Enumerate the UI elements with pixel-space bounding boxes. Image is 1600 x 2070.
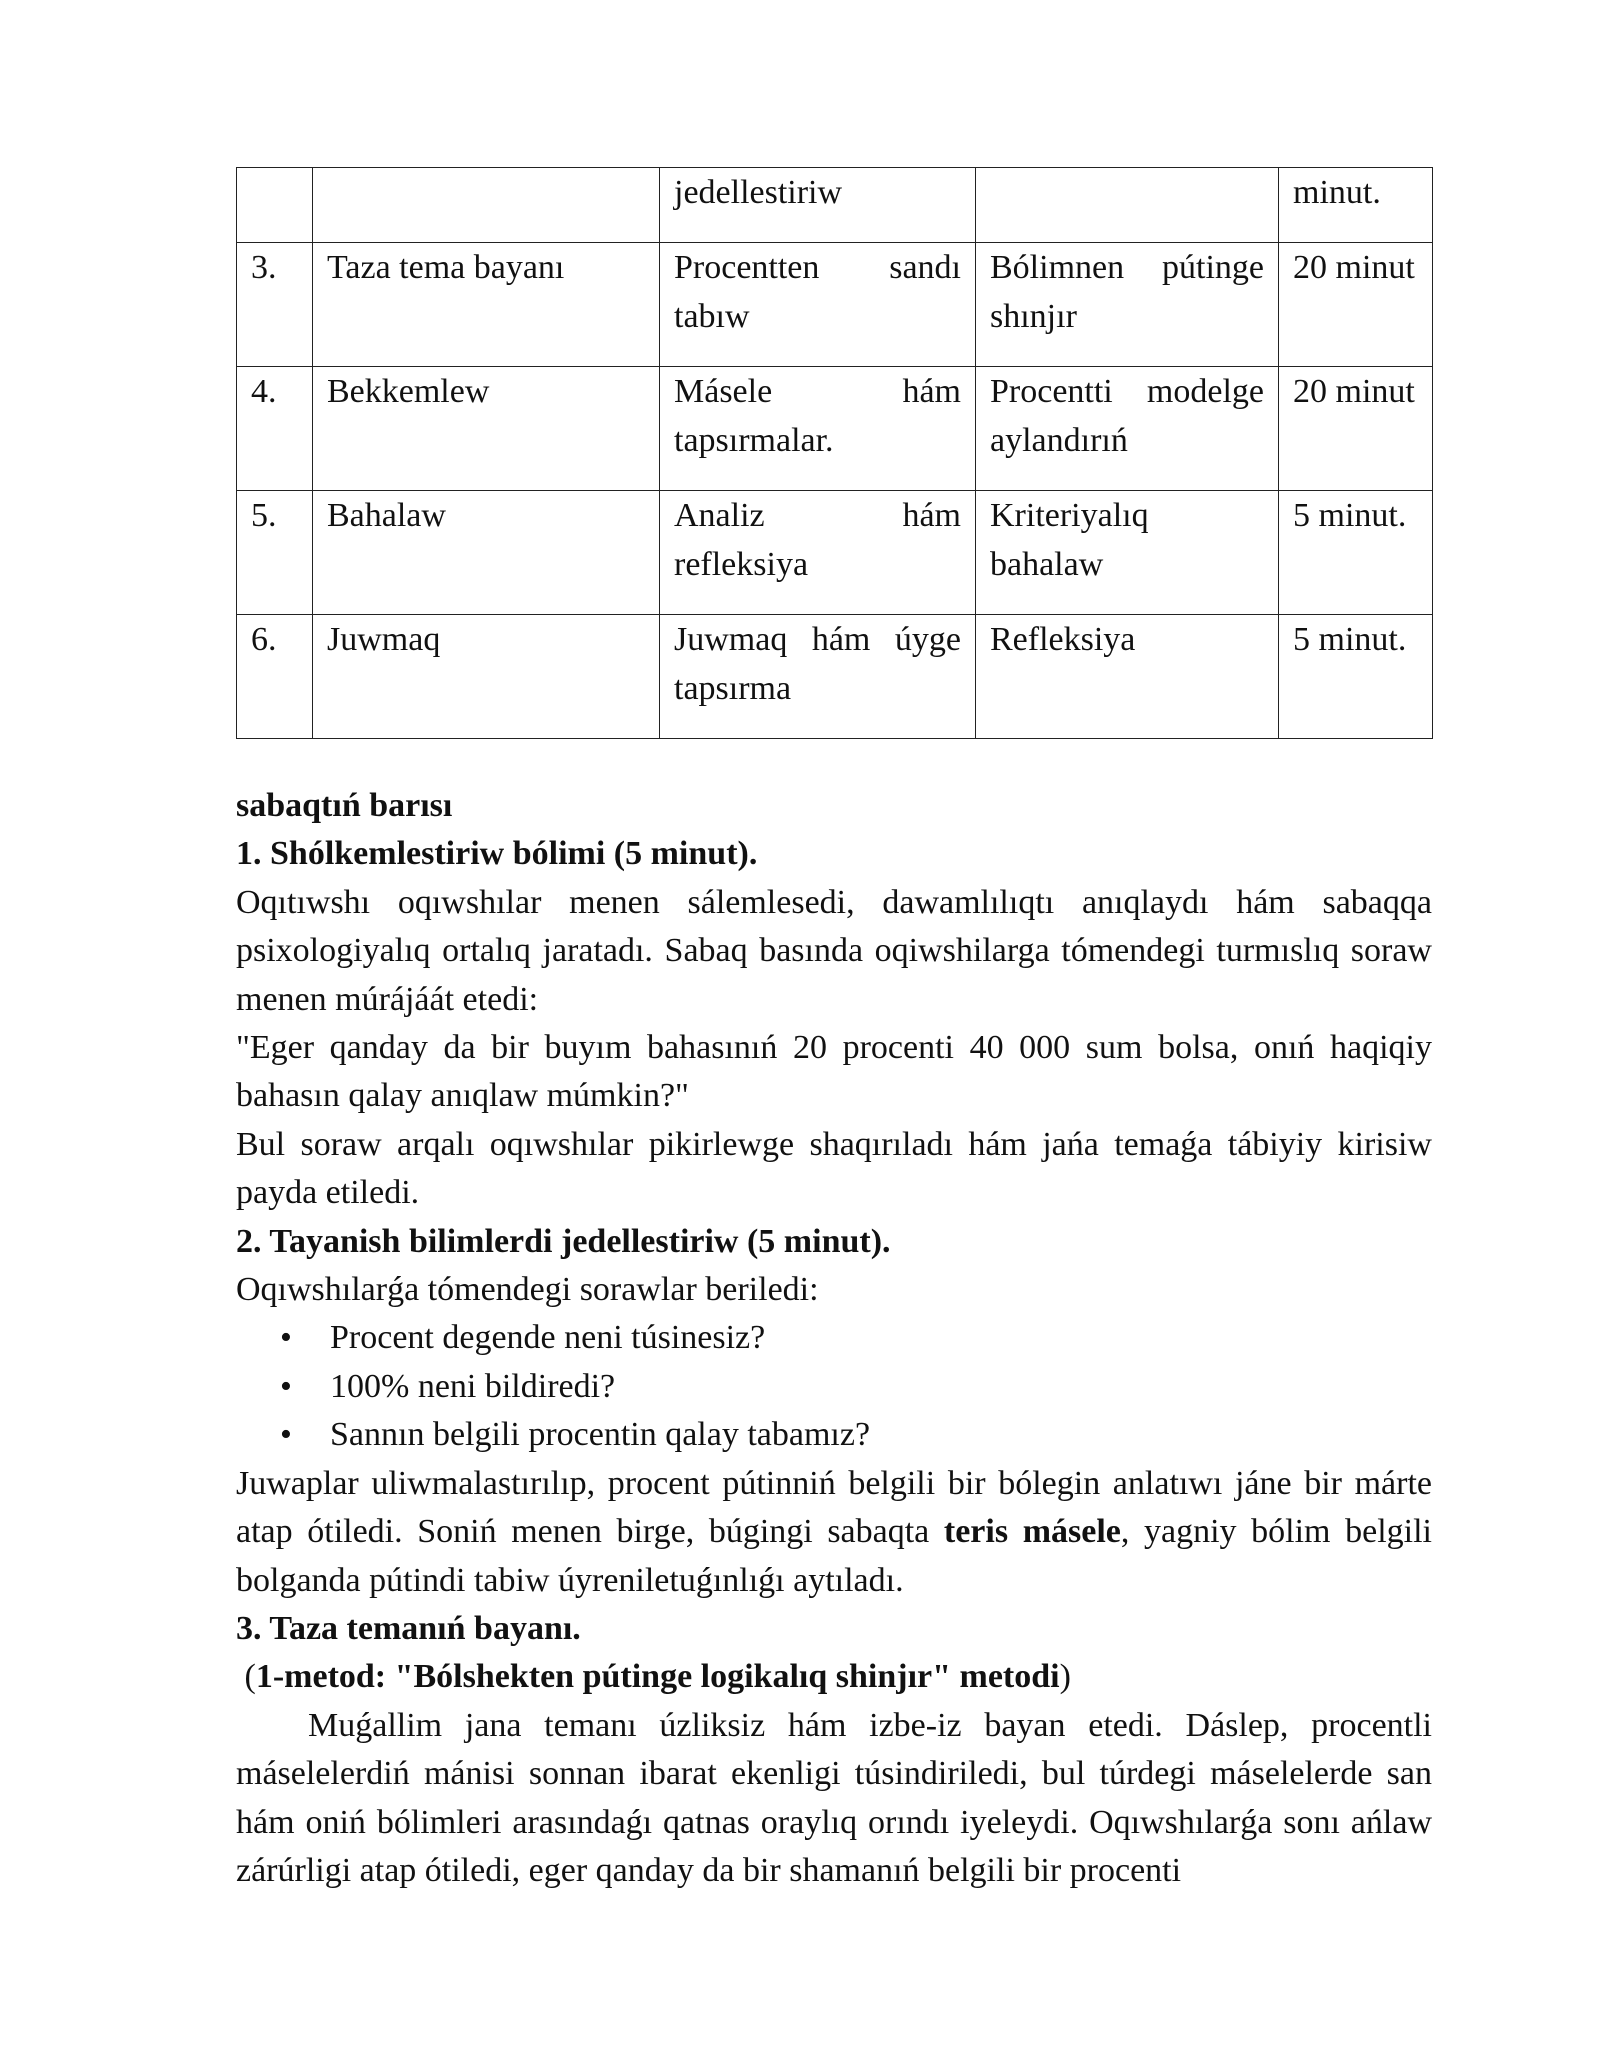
bullet-icon: • bbox=[280, 1416, 292, 1454]
time-cell: minut. bbox=[1279, 168, 1433, 243]
lesson-flow-heading: sabaqtıń barısı bbox=[236, 787, 453, 824]
stage-cell: Bahalaw bbox=[313, 491, 660, 615]
task-cell: Bólimnen pútinge shınjır bbox=[976, 243, 1279, 367]
question-text: Procent degende neni túsinesiz? bbox=[330, 1319, 766, 1357]
time-cell: 20 minut bbox=[1279, 367, 1433, 491]
task-cell: Procentti modelge aylandırıń bbox=[976, 367, 1279, 491]
method-title: 1-metod: "Bólshekten pútinge logikalıq shinjır" metodi bbox=[255, 1658, 1060, 1696]
row-number-cell: 3. bbox=[237, 243, 313, 367]
time-cell: 20 minut bbox=[1279, 243, 1433, 367]
time-cell: 5 minut. bbox=[1279, 615, 1433, 739]
section-2-title: 2. Tayanish bilimlerdi jedellestiriw (5 minut). bbox=[236, 1222, 891, 1260]
question-text: 100% neni bildiredi? bbox=[330, 1367, 616, 1405]
paragraph-text: Juwaplar uliwmalastırılıp, procent pútinniń belgili bir bólegin anlatıwı jáne bir márte atap ótiledi. Soniń menen birge, búgingi sabaqta bbox=[236, 1464, 1432, 1551]
bullet-icon: • bbox=[280, 1367, 292, 1405]
method-cell: Juwmaq hám úyge tapsırma bbox=[660, 615, 976, 739]
bullet-icon: • bbox=[280, 1319, 292, 1357]
section-2-paragraph bbox=[236, 1460, 1432, 1605]
method-cell: Procentten sandı tabıw bbox=[660, 243, 976, 367]
row-number-cell bbox=[237, 168, 313, 243]
paragraph-text: , yagniy bólim belgili bolganda pútindi tabiw úyreniletuǵınlıǵı aytıladı. bbox=[236, 1513, 1432, 1599]
row-number-cell: 5. bbox=[237, 491, 313, 615]
method-line bbox=[236, 1653, 1432, 1701]
table-row bbox=[237, 491, 1433, 615]
stage-cell: Juwmaq bbox=[313, 615, 660, 739]
stage-cell: Taza tema bayanı bbox=[313, 243, 660, 367]
row-number-cell: 4. bbox=[237, 367, 313, 491]
method-paren-close: ) bbox=[1059, 1658, 1071, 1696]
list-item bbox=[280, 1363, 1432, 1411]
task-cell: Kriteriyalıq bahalaw bbox=[976, 491, 1279, 615]
time-cell: 5 minut. bbox=[1279, 491, 1433, 615]
table-row bbox=[237, 243, 1433, 367]
task-cell: Refleksiya bbox=[976, 615, 1279, 739]
task-cell bbox=[976, 168, 1279, 243]
question-list bbox=[236, 1314, 1432, 1459]
section-3-title: 3. Taza temanıń bayanı. bbox=[236, 1609, 581, 1647]
section-1-paragraph: Oqıtıwshı oqıwshılar menen sálemlesedi, dawamlılıqtı anıqlaydı hám sabaqqa psixologiyalıq ortalıq jaratadı. Sabaq basında oqiwshilarga tómendegi turmıslıq soraw menen múrájáát etedi: bbox=[236, 883, 1432, 1018]
method-cell: Analiz hám refleksiya bbox=[660, 491, 976, 615]
method-cell: Másele hám tapsırmalar. bbox=[660, 367, 976, 491]
question-text: Sannın belgili procentin qalay tabamız? bbox=[330, 1416, 871, 1454]
lesson-plan-table bbox=[236, 167, 1433, 739]
section-1-paragraph-2: Bul soraw arqalı oqıwshılar pikirlewge shaqırıladı hám jańa temaǵa tábiyiy kirisiw payda etiledi. bbox=[236, 1125, 1432, 1212]
stage-cell bbox=[313, 168, 660, 243]
row-number-cell: 6. bbox=[237, 615, 313, 739]
section-2-intro: Oqıwshılarǵa tómendegi sorawlar beriledi: bbox=[236, 1271, 819, 1309]
stage-cell: Bekkemlew bbox=[313, 367, 660, 491]
table-row bbox=[237, 367, 1433, 491]
section-3-paragraph: Muǵallim jana temanı úzliksiz hám izbe-iz bayan etedi. Dáslep, procentli máselelerdiń mánisi sonnan ibarat ekenligi túsindiriledi, bul túrdegi máselelerde san hám oniń bólimleri arasındaǵı qatnas oraylıq orındı iyeleydi. Oqıwshılarǵa sonı ańlaw zárúrligi atap ótiledi, eger qanday da bir shamanıń belgili bir procenti bbox=[236, 1706, 1432, 1889]
list-item bbox=[280, 1314, 1432, 1362]
section-1-title: 1. Shólkemlestiriw bólimi (5 minut). bbox=[236, 835, 758, 873]
bold-term: teris másele bbox=[943, 1513, 1121, 1551]
list-item bbox=[280, 1411, 1432, 1459]
table-row bbox=[237, 615, 1433, 739]
section-1-quote: "Eger qanday da bir buyım bahasınıń 20 procenti 40 000 sum bolsa, onıń haqiqiy bahasın qalay anıqlaw múmkin?" bbox=[236, 1029, 1432, 1115]
method-paren-open: ( bbox=[236, 1658, 256, 1696]
lesson-body bbox=[236, 782, 1432, 1895]
method-cell: jedellestiriw bbox=[660, 168, 976, 243]
table-row bbox=[237, 168, 1433, 243]
